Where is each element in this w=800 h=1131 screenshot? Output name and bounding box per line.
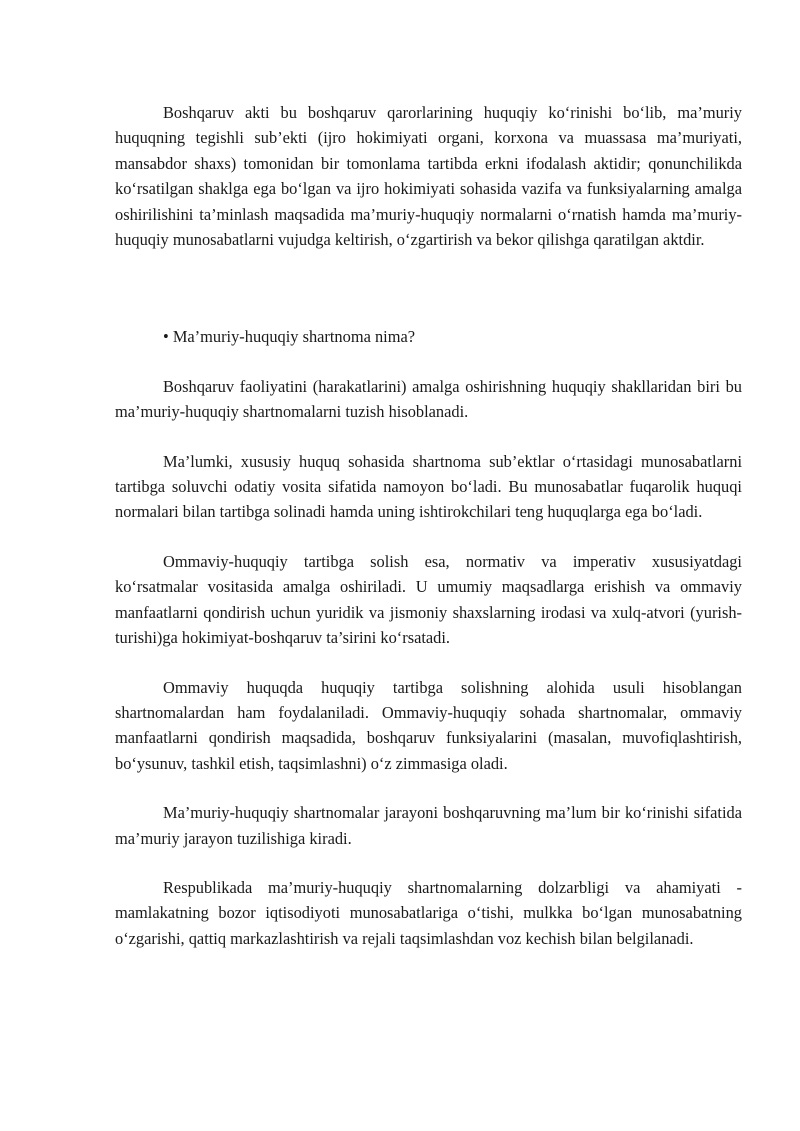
paragraph-relevance: Respublikada ma’muriy-huquqiy shartnomalarning dolzarbligi va ahamiyati - mamlakatning bozor iqtisodiyoti munosabatlariga o‘tishi, mulkka bo‘lgan munosabatning o‘zgarishi, qattiq markazlashtirish va rejali taqsimlashdan voz kechish bilan belgilanadi. xyxy=(115,877,742,948)
bullet-question: • Ma’muriy-huquqiy shartnoma nima? xyxy=(163,327,415,347)
spacer xyxy=(115,252,742,324)
paragraph-definition: Boshqaruv akti bu boshqaruv qarorlarining huquqiy ko‘rinishi bo‘lib, ma’muriy huquqning tegishli sub’ekti (ijro hokimiyati organi, korxona va muassasa ma’muriyati, mansabdor shaxs) tomonidan bir tomonlama tartibda erkni ifodalash aktidir; qonunchilikda ko‘rsatilgan shaklga ega bo‘lgan va ijro hokimiyati sohasida vazifa va funksiyalarning amalga oshirilishini ta’minlash maqsadida ma’muriy-huquqiy normalarni o‘rnatish hamda ma’muriy-huquqiy munosabatlarni vujudga keltirish, o‘zgartirish va bekor qilishga qaratilgan aktdir. xyxy=(115,103,742,250)
spacer xyxy=(115,776,742,800)
paragraph-legal-forms: Boshqaruv faoliyatini (harakatlarini) amalga oshirishning huquqiy shakllaridan biri bu ma’muriy-huquqiy shartnomalarni tuzish hisoblanadi. xyxy=(115,376,742,422)
document-page xyxy=(115,100,742,951)
spacer xyxy=(115,350,742,374)
spacer xyxy=(115,525,742,549)
paragraph-public-law-regulation: Ommaviy-huquqiy tartibga solish esa, normativ va imperativ xususiyatdagi ko‘rsatmalar vositasida amalga oshiriladi. U umumiy maqsadlarga erishish va ommaviy manfaatlarni qondirish uchun yuridik va jismoniy shaxslarning irodasi va xulq-atvori (yurish-turishi)ga hokimiyat-boshqaruv ta’sirini ko‘rsatadi. xyxy=(115,551,742,648)
paragraph-private-law: Ma’lumki, xususiy huquq sohasida shartnoma sub’ektlar o‘rtasidagi munosabatlarni tartibga soluvchi odatiy vosita sifatida namoyon bo‘ladi. Bu munosabatlar fuqarolik huquqi normalari bilan tartibga solinadi hamda uning ishtirokchilari teng huquqlarga ega bo‘ladi. xyxy=(115,451,742,522)
spacer xyxy=(115,851,742,875)
spacer xyxy=(115,425,742,449)
paragraph-public-law-contracts: Ommaviy huquqda huquqiy tartibga solishning alohida usuli hisoblangan shartnomalardan ham foydalaniladi. Ommaviy-huquqiy sohada shartnomalar, ommaviy manfaatlarni qondirish maqsadida, boshqaruv funksiyalarini (masalan, muvofiqlashtirish, bo‘ysunuv, tashkil etish, taqsimlashni) o‘z zimmasiga oladi. xyxy=(115,677,742,773)
spacer xyxy=(115,651,742,675)
paragraph-administrative-process: Ma’muriy-huquqiy shartnomalar jarayoni boshqaruvning ma’lum bir ko‘rinishi sifatida ma’muriy jarayon tuzilishiga kiradi. xyxy=(115,803,742,848)
